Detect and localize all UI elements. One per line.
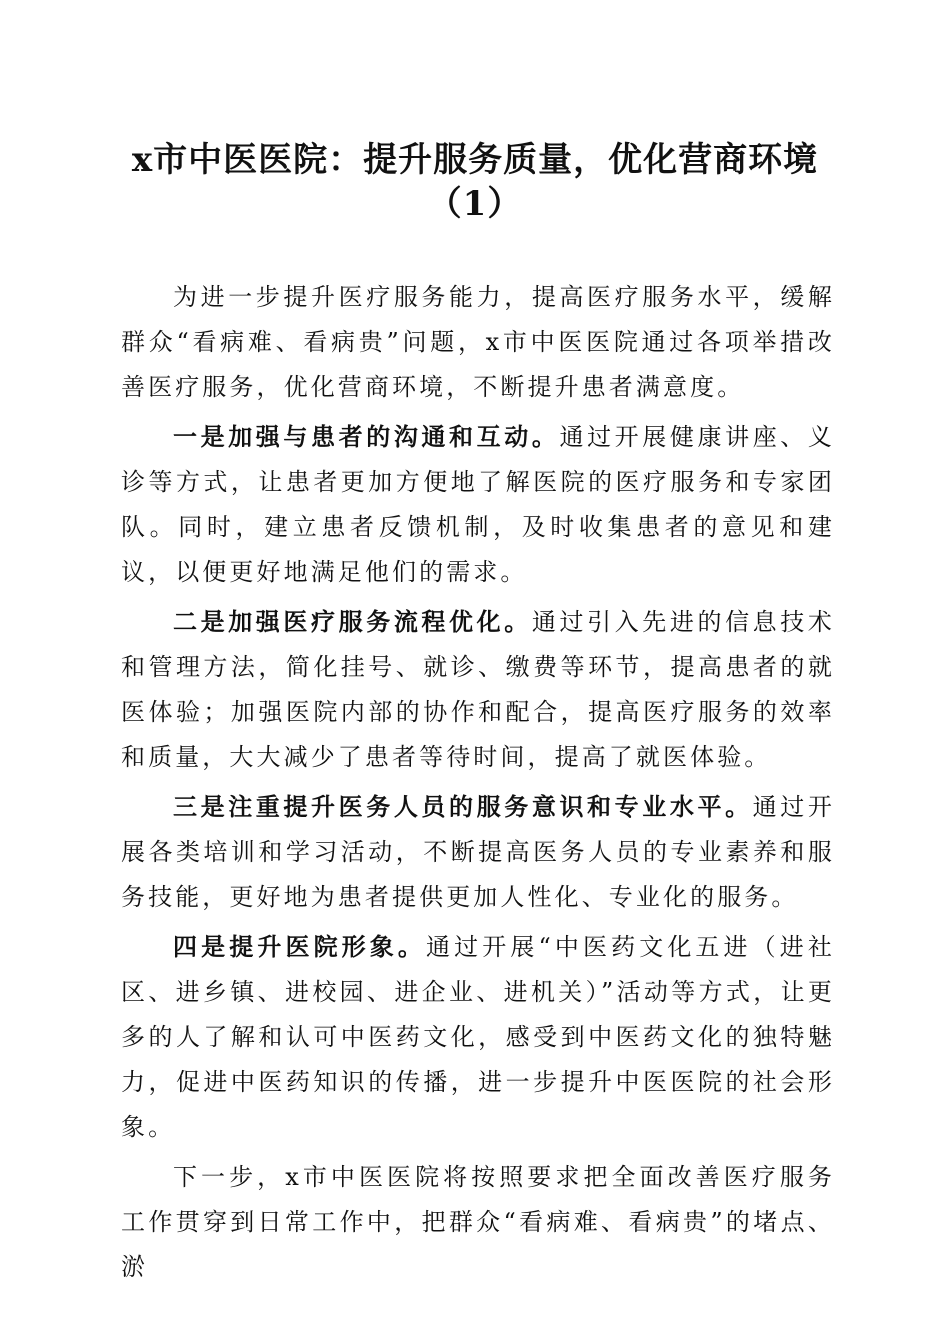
document-title-number: （1） [427,184,523,224]
paragraph-item-4 [121,924,835,1150]
paragraph-item-1 [121,414,835,595]
paragraph-text: 通过开展各类培训和学习活动，不断提高医务人员的专业素养和服务技能，更好地为患者提供更加人性化、专业化的服务。 [121,793,835,911]
paragraph-next-step [121,1154,835,1290]
paragraph-text: 为进一步提升医疗服务能力，提高医疗服务水平，缓解群众“看病难、看病贵”问题，x市中医医院通过各项举措改善医疗服务，优化营商环境，不断提升患者满意度。 [121,283,835,401]
paragraph-text: 通过开展“中医药文化五进（进社区、进乡镇、进校园、进企业、进机关）”活动等方式，让更多的人了解和认可中医药文化，感受到中医药文化的独特魅力，促进中医药知识的传播，进一步提升中医医院的社会形象。 [121,933,835,1141]
paragraph-lead: 一是加强与患者的沟通和互动。 [173,422,560,451]
paragraph-lead: 三是注重提升医务人员的服务意识和专业水平。 [173,792,753,821]
document-title: x市中医医院：提升服务质量，优化营商环境 [131,140,819,180]
document-body [121,274,835,1294]
paragraph-intro [121,274,835,410]
paragraph-lead: 二是加强医疗服务流程优化。 [173,607,532,636]
paragraph-text: 通过开展健康讲座、义诊等方式，让患者更加方便地了解医院的医疗服务和专家团队。同时，建立患者反馈机制，及时收集患者的意见和建议，以便更好地满足他们的需求。 [121,423,836,586]
paragraph-text: 通过引入先进的信息技术和管理方法，简化挂号、就诊、缴费等环节，提高患者的就医体验；加强医院内部的协作和配合，提高医疗服务的效率和质量，大大减少了患者等待时间，提高了就医体验。 [121,608,835,771]
paragraph-lead: 四是提升医院形象。 [173,932,427,961]
paragraph-text: 下一步，x市中医医院将按照要求把全面改善医疗服务工作贯穿到日常工作中，把群众“看病难、看病贵”的堵点、淤 [121,1163,835,1281]
paragraph-item-2 [121,599,835,780]
paragraph-item-3 [121,784,835,920]
